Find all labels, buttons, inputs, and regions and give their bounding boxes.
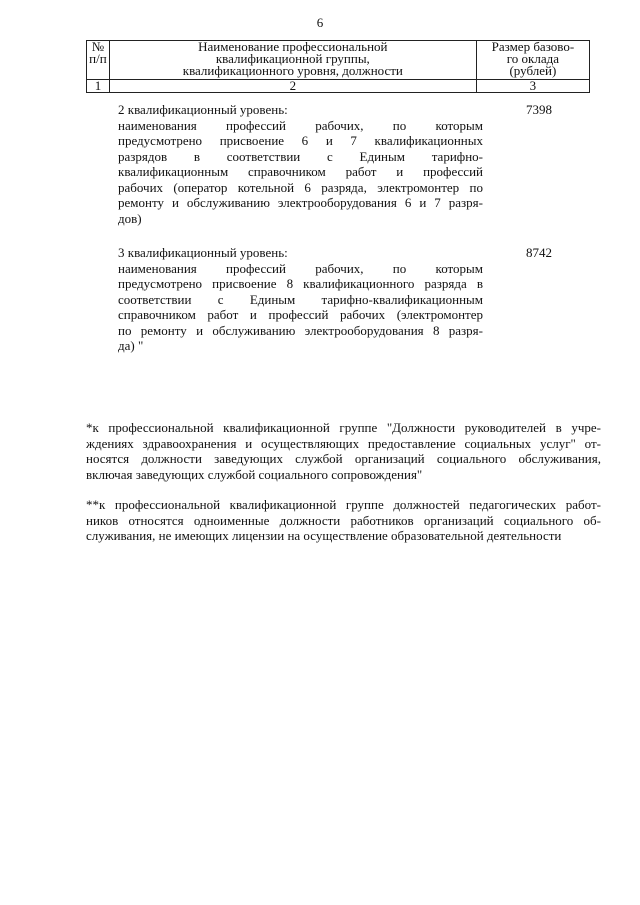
table-header [86, 40, 590, 93]
column-number-1: 1 [87, 80, 110, 93]
entry-line: предусмотрено присвоение 6 и 7 квалификационных [118, 133, 483, 148]
entry-line: рабочих (оператор котельной 6 разряда, электромонтер по [118, 179, 483, 195]
entry-line: соответствии с Единым тарифно-квалификационным [118, 291, 483, 307]
column-number-2: 2 [109, 80, 476, 93]
footnote-line: *к профессиональной квалификационной группе "Должности руководителей в учре- [86, 420, 601, 435]
column-header-name-line: квалификационного уровня, должности [182, 63, 403, 78]
column-header-name-line: Наименование профессиональной [198, 39, 388, 54]
salary-value: 7398 [526, 102, 552, 117]
footnote-1 [86, 420, 601, 482]
footnote-line: носятся должности заведующих службой организаций социального обслуживания, [86, 451, 601, 466]
column-header-salary-line: Размер базово- [491, 39, 575, 54]
entry-line: квалификационным справочником работ и профессий [118, 164, 483, 179]
column-header-salary [476, 41, 589, 80]
entry-line: дов) [118, 210, 142, 226]
column-header-name-line: квалификационной группы, [215, 51, 370, 66]
entry-line: разрядов в соответствии с Единым тарифно- [118, 148, 483, 164]
entry-line: справочником работ и профессий рабочих (электромонтер [118, 307, 483, 322]
column-header-salary-line: го оклада [506, 51, 559, 66]
entry-line: наименования профессий рабочих, по которым [118, 260, 483, 276]
column-header-name [109, 41, 476, 80]
entry-line: предусмотрено присвоение 8 квалификационного разряда в [118, 276, 483, 291]
footnote-line: ждениях здравоохранения и осуществляющих предоставление социальных услуг" от- [86, 435, 601, 451]
entry-line: 2 квалификационный уровень: [118, 102, 288, 117]
qualification-level-2 [118, 102, 483, 226]
entry-line: наименования профессий рабочих, по которым [118, 117, 483, 133]
footnote-line: служивания, не имеющих лицензии на осуществление образовательной деятельности [86, 528, 562, 543]
page-number: 6 [316, 15, 324, 30]
entry-line: да) " [118, 338, 144, 353]
entry-line: ремонту и обслуживанию электрооборудования 6 и 7 разря- [118, 195, 483, 210]
footnote-line: **к профессиональной квалификационной группе должностей педагогических работ- [86, 497, 601, 512]
column-header-number: № п/п [87, 41, 110, 80]
salary-value: 8742 [526, 245, 552, 260]
footnote-line: ников относятся одноименные должности работников организаций социального об- [86, 512, 601, 528]
footnote-line: включая заведующих службой социального сопровождения" [86, 466, 423, 482]
qualification-level-3 [118, 245, 483, 354]
footnote-2 [86, 497, 601, 544]
entry-line: 3 квалификационный уровень: [118, 245, 288, 260]
column-header-salary-line: (рублей) [509, 63, 557, 78]
column-number-3: 3 [476, 80, 589, 93]
entry-line: по ремонту и обслуживанию электрооборудования 8 разря- [118, 322, 483, 338]
